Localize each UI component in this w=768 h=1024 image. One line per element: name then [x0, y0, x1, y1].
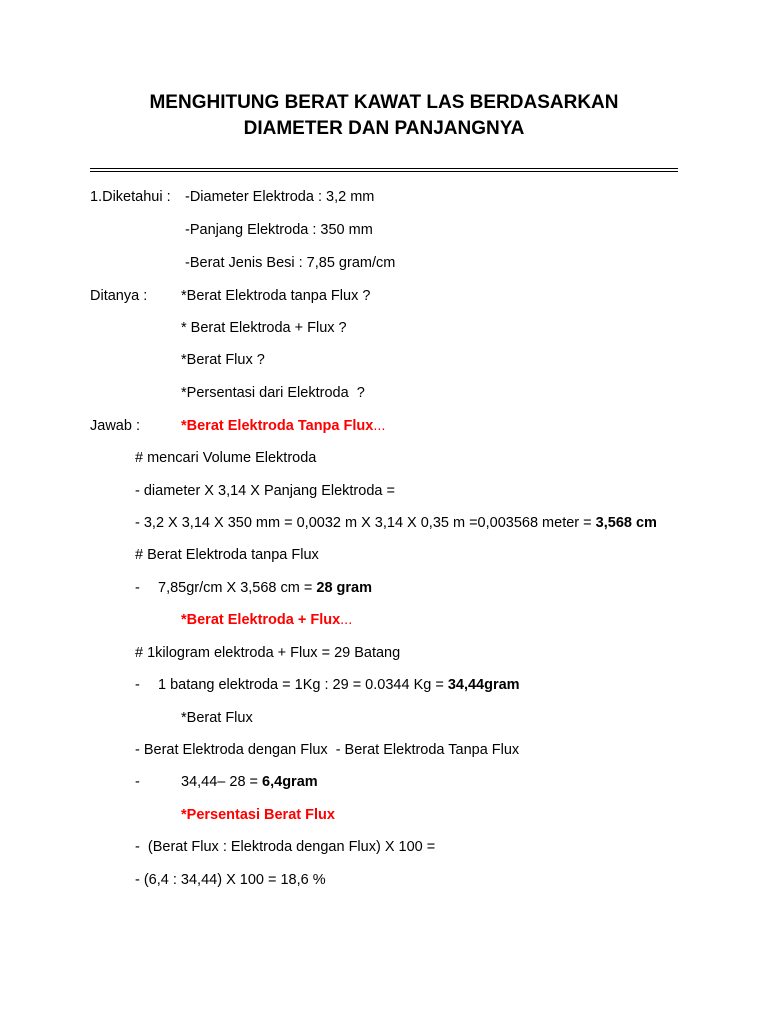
section-heading-tanpa-flux-ellipsis: ...: [373, 418, 386, 434]
flux-formula: - Berat Elektroda dengan Flux - Berat Elektroda Tanpa Flux: [135, 742, 520, 758]
weight-dash: -: [135, 580, 140, 596]
section-heading-plus-flux-text: *Berat Elektroda + Flux: [181, 612, 341, 628]
ditanya-item-3: *Berat Flux ?: [181, 352, 265, 368]
volume-result: 3,568 cm: [595, 515, 657, 531]
flux-calculation: [181, 773, 318, 791]
title-divider: [90, 168, 678, 172]
section-heading-persentasi: *Persentasi Berat Flux: [181, 807, 335, 823]
weight-calculation-text: 7,85gr/cm X 3,568 cm =: [158, 580, 317, 596]
volume-calculation: [135, 514, 657, 532]
weight-calculation: [158, 579, 372, 597]
section-heading-berat-flux: *Berat Flux: [181, 710, 253, 726]
section-heading-tanpa-flux: [181, 417, 385, 435]
section-heading-plus-flux-ellipsis: ...: [340, 612, 353, 628]
ditanya-label: Ditanya :: [90, 288, 148, 304]
document-title-line-2: DIAMETER DAN PANJANGNYA: [243, 118, 525, 139]
kg-heading: # 1kilogram elektroda + Flux = 29 Batang: [135, 645, 401, 661]
ditanya-item-2: * Berat Elektroda + Flux ?: [181, 320, 347, 336]
diketahui-label: 1.Diketahui :: [90, 189, 171, 205]
batang-result: 34,44gram: [447, 677, 520, 693]
section-heading-tanpa-flux-text: *Berat Elektroda Tanpa Flux: [181, 418, 374, 434]
jawab-label: Jawab :: [90, 418, 140, 434]
volume-heading: # mencari Volume Elektroda: [135, 450, 317, 466]
weight-heading: # Berat Elektroda tanpa Flux: [135, 547, 319, 563]
ditanya-item-1: *Berat Elektroda tanpa Flux ?: [181, 288, 371, 304]
volume-formula: - diameter X 3,14 X Panjang Elektroda =: [135, 483, 395, 499]
flux-result: 6,4gram: [262, 774, 318, 790]
persen-calculation: - (6,4 : 34,44) X 100 = 18,6 %: [135, 872, 326, 888]
flux-dash: -: [135, 774, 140, 790]
batang-dash: -: [135, 677, 140, 693]
diketahui-item-panjang: -Panjang Elektroda : 350 mm: [185, 222, 373, 238]
section-heading-plus-flux: [181, 611, 352, 629]
diketahui-item-diameter: -Diameter Elektroda : 3,2 mm: [185, 189, 375, 205]
batang-calculation-text: 1 batang elektroda = 1Kg : 29 = 0.0344 Kg =: [158, 677, 448, 693]
persen-formula: - (Berat Flux : Elektroda dengan Flux) X 100 =: [135, 839, 436, 855]
flux-calculation-text: 34,44– 28 =: [181, 774, 263, 790]
diketahui-item-berat-jenis: -Berat Jenis Besi : 7,85 gram/cm: [185, 255, 396, 271]
document-title-line-1: MENGHITUNG BERAT KAWAT LAS BERDASARKAN: [149, 92, 619, 113]
volume-calculation-text: - 3,2 X 3,14 X 350 mm = 0,0032 m X 3,14 X 0,35 m =0,003568 meter =: [135, 515, 596, 531]
weight-result: 28 gram: [316, 580, 372, 596]
batang-calculation: [158, 676, 520, 694]
ditanya-item-4: *Persentasi dari Elektroda ?: [181, 385, 365, 401]
